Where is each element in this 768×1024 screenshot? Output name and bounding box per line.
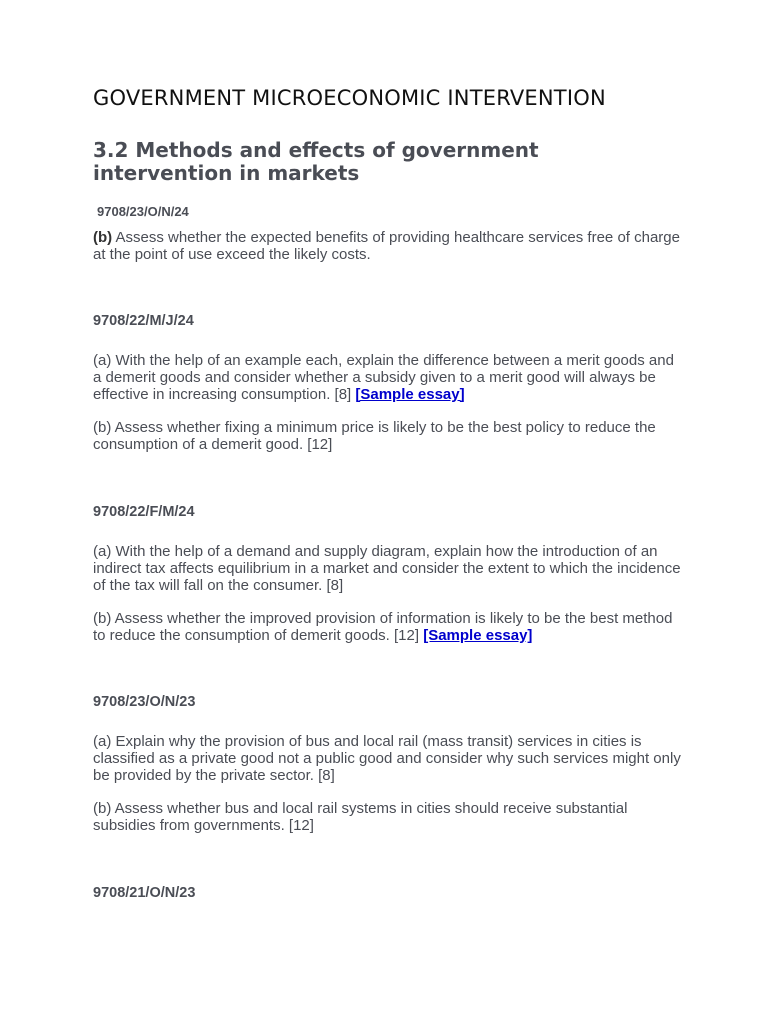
question-block: [93, 734, 683, 784]
question-a: [93, 353, 683, 403]
sample-essay-link[interactable]: [Sample essay]: [355, 385, 465, 403]
question-block: [93, 801, 683, 835]
paper-code: 9708/22/M/J/24: [93, 313, 194, 329]
question-a: (a) Explain why the provision of bus and local rail (mass transit) services in cities is classified as a private good not a public good and consider why such services might only be provided by the private sector. [8]: [93, 733, 681, 784]
question-b: [93, 230, 683, 264]
question-text: Assess whether the expected benefits of providing healthcare services free of charge at the point of use exceed the likely costs.: [93, 229, 680, 263]
question-block: [93, 611, 683, 645]
question-b: [93, 611, 683, 645]
question-text: (b) Assess whether the improved provision of information is likely to be the best method to reduce the consumption of demerit goods. [12]: [93, 610, 673, 644]
paper-code: 9708/21/O/N/23: [93, 885, 196, 901]
question-b: (b) Assess whether fixing a minimum price is likely to be the best policy to reduce the consumption of a demerit good. [12]: [93, 419, 656, 453]
question-block: [93, 420, 683, 454]
question-block: [93, 544, 683, 594]
question-block: [93, 230, 683, 264]
paper-code: 9708/23/O/N/24: [97, 204, 189, 219]
document-title: GOVERNMENT MICROECONOMIC INTERVENTION: [93, 86, 606, 110]
paper-code: 9708/22/F/M/24: [93, 504, 195, 520]
question-a: (a) With the help of a demand and supply diagram, explain how the introduction of an indirect tax affects equilibrium in a market and consider the extent to which the incidence of the tax will fall on the consumer. [8]: [93, 543, 681, 594]
question-block: [93, 353, 683, 403]
question-b: (b) Assess whether bus and local rail systems in cities should receive substantial subsidies from governments. [12]: [93, 800, 628, 834]
question-text: (a) With the help of an example each, explain the difference between a merit goods and a demerit goods and consider whether a subsidy given to a merit good will always be effective in increasing consumption. [8]: [93, 352, 674, 403]
paper-code: 9708/23/O/N/23: [93, 694, 196, 710]
question-label: (b): [93, 229, 113, 246]
sample-essay-link[interactable]: [Sample essay]: [423, 626, 533, 644]
section-heading: 3.2 Methods and effects of government intervention in markets: [93, 138, 539, 185]
